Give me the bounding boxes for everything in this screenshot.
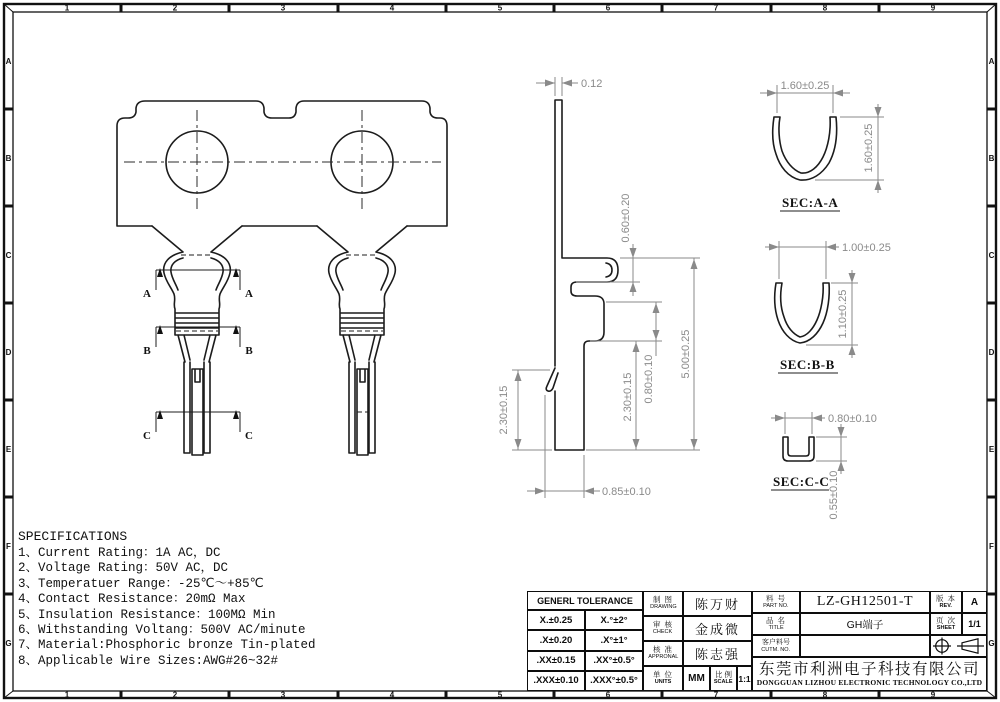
company-name-en: DONGGUAN LIZHOU ELECTRONIC TECHNOLOGY CO.,LTD xyxy=(756,677,983,687)
spec-item: 5、Insulation Resistance：100MΩ Min xyxy=(18,607,276,622)
sheet-label xyxy=(930,613,962,635)
check-value: 金成微 xyxy=(683,616,752,641)
rev-label-en: REV. xyxy=(939,603,953,609)
spec-item: 1、Current Rating：1A AC，DC xyxy=(18,546,221,560)
units-label-en: UNITS xyxy=(654,679,672,686)
approval-value: 陈志强 xyxy=(683,641,752,666)
sec-aa-shape xyxy=(773,117,837,180)
dim-secaa-height xyxy=(815,104,884,193)
tolerance-cell: X.°±2° xyxy=(585,610,643,630)
title-value: GH端子 xyxy=(800,613,930,635)
zone-labels-right xyxy=(988,57,994,648)
dim-text: 2.30±0.15 xyxy=(498,385,510,435)
dim-body-height xyxy=(586,341,642,450)
tolerance-cell: .XX±0.15 xyxy=(527,651,585,671)
zone-col: 6 xyxy=(605,690,611,700)
units-label xyxy=(643,666,683,691)
spec-item: 6、Withstanding Voltang：500V AC/minute xyxy=(18,623,306,638)
title-label-cn: 品 名 xyxy=(765,615,787,625)
part-no-label-cn: 料 号 xyxy=(765,593,787,603)
approval-label xyxy=(643,641,683,666)
tolerance-cell: .XX°±0.5° xyxy=(585,651,643,671)
check-label-en: CHECK xyxy=(653,629,673,636)
company-cell xyxy=(752,657,987,691)
sec-cc-shape xyxy=(783,437,814,461)
customer-no-label-cn: 客户料号 xyxy=(762,639,790,647)
units-label-cn: 单 位 xyxy=(652,670,674,680)
spec-item: 4、Contact Resistance：20mΩ Max xyxy=(18,592,246,607)
specifications-title: SPECIFICATIONS xyxy=(18,529,128,544)
tolerance-header: GENERL TOLERANCE xyxy=(527,591,643,610)
tolerance-cell: .X±0.20 xyxy=(527,630,585,650)
zone-col: 2 xyxy=(172,690,178,700)
spec-item: 2、Voltage Rating：50V AC，DC xyxy=(18,561,229,576)
approval-label-en: APPRONAL xyxy=(647,654,679,661)
section-marker-c xyxy=(143,410,253,442)
side-profile xyxy=(546,100,618,450)
section-letter-a: A xyxy=(143,288,151,300)
check-label-cn: 审 核 xyxy=(652,620,674,630)
zone-row: D xyxy=(988,348,995,357)
customer-no-label-en: CUTM. NO. xyxy=(761,646,791,653)
drawing-label-en: DRAWING xyxy=(649,604,677,611)
part-no-label-en: PART NO. xyxy=(763,603,789,609)
terminal-front-right xyxy=(317,226,407,455)
drawing-label-cn: 制 图 xyxy=(652,595,674,605)
tolerance-cell: X.±0.25 xyxy=(527,610,585,630)
sec-aa-label: SEC:A-A xyxy=(782,195,839,210)
zone-labels-left xyxy=(5,57,11,648)
sec-bb-shape xyxy=(775,283,830,343)
title-block xyxy=(527,591,987,691)
zone-col: 2 xyxy=(172,3,178,13)
zone-row: G xyxy=(5,639,12,648)
zone-row: D xyxy=(5,348,12,357)
zone-row: G xyxy=(988,639,995,648)
tolerance-cell: .XXX±0.10 xyxy=(527,671,585,691)
section-letter-c: C xyxy=(143,430,151,442)
rev-label xyxy=(930,591,962,613)
dim-text: 0.80±0.10 xyxy=(828,413,877,425)
dim-text: 1.10±0.25 xyxy=(837,289,849,339)
dim-seccc-width xyxy=(771,412,877,434)
specifications-block xyxy=(18,529,358,669)
zone-row: F xyxy=(989,542,994,551)
rev-value: A xyxy=(962,591,987,613)
approval-label-cn: 核 准 xyxy=(652,645,674,655)
zone-col: 6 xyxy=(605,3,611,13)
part-no-value: LZ-GH12501-T xyxy=(800,591,930,613)
dim-overall-height xyxy=(586,258,700,450)
dim-seccc-height xyxy=(816,424,847,519)
dim-text: 0.12 xyxy=(581,78,603,90)
section-view-aa xyxy=(760,80,884,211)
side-view xyxy=(498,77,700,498)
zone-col: 5 xyxy=(497,3,503,13)
zone-row: E xyxy=(5,445,12,454)
section-letter-c: C xyxy=(245,430,253,442)
section-letter-b: B xyxy=(143,345,151,357)
part-no-label xyxy=(752,591,800,613)
dim-text: 2.30±0.15 xyxy=(622,372,634,422)
zone-row: B xyxy=(5,154,12,163)
zone-col: 7 xyxy=(713,690,719,700)
dim-text: 1.60±0.25 xyxy=(780,80,830,92)
third-angle-projection-icon xyxy=(931,636,986,656)
zone-col: 3 xyxy=(280,690,286,700)
scale-label xyxy=(710,666,737,691)
units-value: MM xyxy=(683,666,710,691)
sheet-label-cn: 页 次 xyxy=(935,615,957,625)
spec-item: 3、Temperatuer Range：-25℃～+85℃ xyxy=(18,576,264,591)
section-view-cc xyxy=(771,412,877,519)
sec-bb-label: SEC:B-B xyxy=(780,357,835,372)
section-marker-a xyxy=(143,268,253,300)
dim-text: 1.60±0.25 xyxy=(863,123,875,173)
zone-col: 4 xyxy=(389,690,395,700)
dim-secbb-width xyxy=(765,241,891,279)
dim-thickness xyxy=(536,77,602,96)
sec-cc-label: SEC:C-C xyxy=(773,474,830,489)
scale-label-cn: 比 例 xyxy=(714,670,733,680)
zone-row: F xyxy=(6,542,11,551)
zone-col: 8 xyxy=(822,3,828,13)
dim-secbb-height xyxy=(806,270,858,358)
zone-col: 1 xyxy=(64,690,70,700)
title-label xyxy=(752,613,800,635)
scale-value: 1:1 xyxy=(737,666,752,691)
tolerance-cell: .XXX°±0.5° xyxy=(585,671,643,691)
company-name-cn: 东莞市利洲电子科技有限公司 xyxy=(758,660,980,678)
tolerance-cell: .X°±1° xyxy=(585,630,643,650)
section-letter-a: A xyxy=(245,288,253,300)
dim-secaa-width xyxy=(760,80,850,113)
dim-text: 0.60±0.20 xyxy=(620,193,632,243)
zone-row: B xyxy=(988,154,995,163)
dim-lance-height xyxy=(498,370,552,450)
sheet-value: 1/1 xyxy=(962,613,987,635)
zone-col: 8 xyxy=(822,690,828,700)
customer-no-value xyxy=(800,635,930,657)
section-view-bb xyxy=(765,241,891,373)
zone-row: C xyxy=(988,251,995,260)
customer-no-label xyxy=(752,635,800,657)
dim-text: 1.00±0.25 xyxy=(842,242,891,254)
zone-row: E xyxy=(988,445,995,454)
scale-label-en: SCALE xyxy=(714,679,733,686)
spec-item: 7、Material:Phosphoric bronze Tin-plated xyxy=(18,638,316,653)
dim-crimp-height xyxy=(576,194,640,296)
terminal-front xyxy=(152,226,242,455)
zone-col: 9 xyxy=(930,690,936,700)
dim-text: 0.85±0.10 xyxy=(602,486,651,498)
rev-label-cn: 版 本 xyxy=(935,593,957,603)
section-marker-b xyxy=(143,325,253,357)
spec-item: 8、Applicable Wire Sizes:AWG#26~32# xyxy=(18,653,279,668)
title-label-en: TITLE xyxy=(768,625,784,631)
zone-row: A xyxy=(5,57,12,66)
zone-col: 5 xyxy=(497,690,503,700)
dim-text: 0.55±0.10 xyxy=(828,470,840,520)
dim-text: 0.80±0.10 xyxy=(643,354,655,404)
zone-row: A xyxy=(988,57,995,66)
section-letter-b: B xyxy=(245,345,253,357)
check-label xyxy=(643,616,683,641)
zone-col: 3 xyxy=(280,3,286,13)
dim-text: 5.00±0.25 xyxy=(680,329,692,379)
sheet-label-en: SHEET xyxy=(936,625,956,631)
zone-col: 9 xyxy=(930,3,936,13)
projection-symbol-cell xyxy=(930,635,987,657)
zone-col: 7 xyxy=(713,3,719,13)
drawing-value: 陈万财 xyxy=(683,591,752,616)
zone-row: C xyxy=(5,251,12,260)
drawing-label xyxy=(643,591,683,616)
front-view xyxy=(117,101,447,455)
zone-col: 1 xyxy=(64,3,70,13)
zone-col: 4 xyxy=(389,3,395,13)
